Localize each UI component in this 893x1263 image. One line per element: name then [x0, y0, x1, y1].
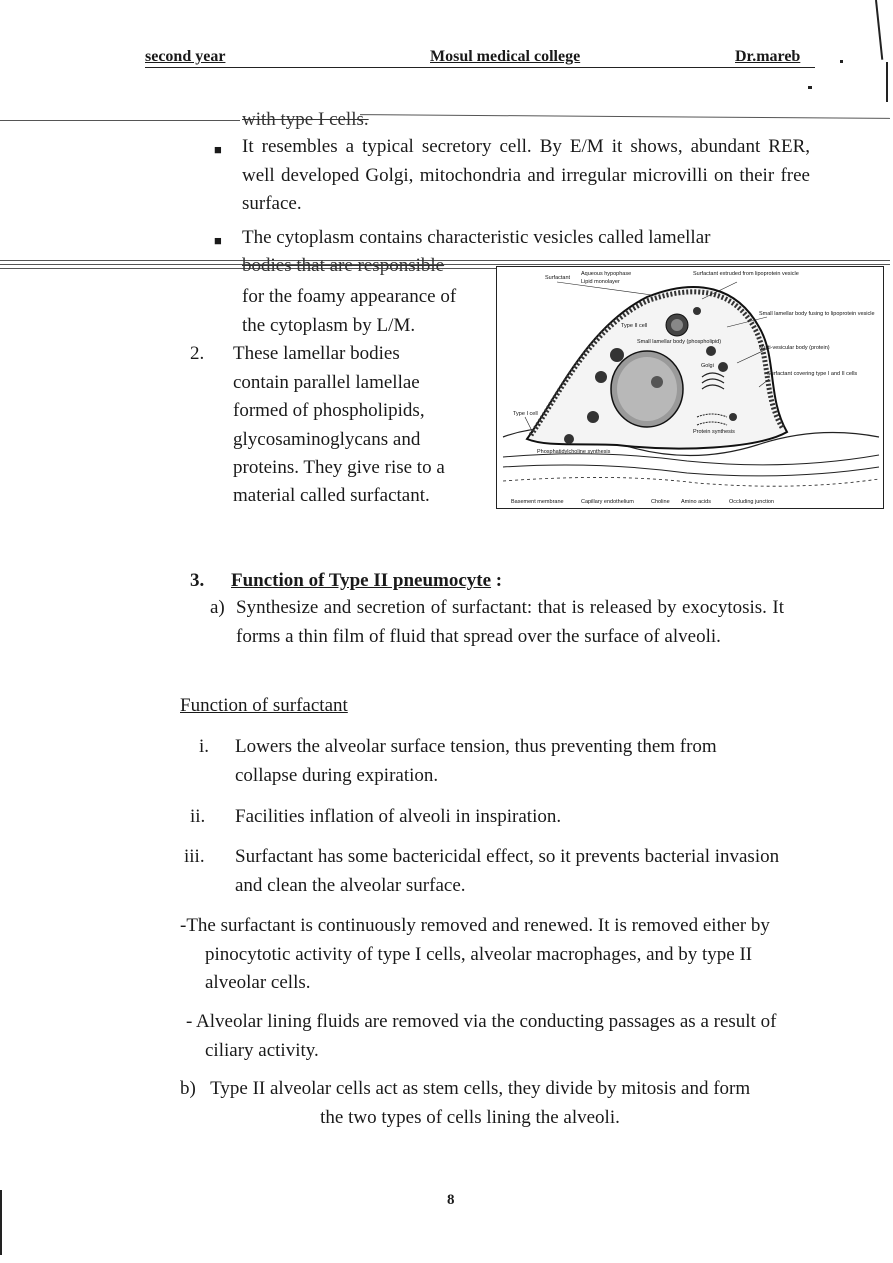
item2-line: material called surfactant. — [233, 485, 430, 506]
section3-a-text: Synthesize and secretion of surfactant: that is released by exocytosis. It forms a thin film of fluid that spread over the surface of alveoli. — [236, 597, 784, 647]
scan-edge — [0, 1190, 2, 1255]
item2-line: These lamellar bodies — [233, 343, 400, 364]
fig-label-occluding: Occluding junction — [729, 499, 774, 505]
surfactant-item-num: i. — [199, 736, 210, 757]
scan-line — [0, 264, 890, 265]
section3-colon: : — [495, 570, 503, 591]
scan-line — [360, 114, 890, 119]
header-course: second year — [145, 48, 226, 65]
fig-label-type-ii: Type II cell — [621, 323, 648, 329]
fig-label-golgi: Golgi — [701, 363, 714, 369]
header-rule — [145, 67, 815, 68]
section3-number: 3. — [190, 570, 205, 591]
cell-diagram — [497, 267, 883, 508]
fig-label-capillary: Capillary endothelium — [581, 499, 634, 505]
surfactant-lining: - Alveolar lining fluids are removed via the conducting passages as a result of ciliary activity. — [186, 1011, 777, 1061]
item2-line: proteins. They give rise to a — [233, 457, 445, 478]
fig-label-aqueous: Aqueous hypophase — [581, 271, 632, 277]
section3-title: Function of Type II pneumocyte — [231, 570, 492, 591]
bullet-lamellar-start: The cytoplasm contains characteristic vesicles called lamellar — [242, 227, 711, 248]
fig-label-type-i: Type I cell — [513, 411, 538, 417]
item2-line: formed of phospholipids, — [233, 400, 425, 421]
page-number: 8 — [447, 1192, 455, 1208]
b-text-content: Type II alveolar cells act as stem cells, they divide by mitosis and form the two types of cells lining the alveoli. — [210, 1078, 751, 1128]
bullet-icon: ■ — [214, 142, 222, 157]
scan-edge — [886, 62, 888, 102]
scan-dot — [808, 86, 812, 89]
item2-number: 2. — [190, 343, 205, 364]
fig-label-small-lamellar: Small lamellar body fusing to lipoprotein vesicle — [759, 311, 875, 317]
bullet-lamellar-cont1: for the foamy appearance of — [242, 286, 457, 307]
fig-label-choline: Choline — [651, 499, 670, 505]
struck-line: with type I cells. — [242, 109, 369, 130]
fig-label-protein: Protein synthesis — [693, 429, 735, 435]
bullet-lamellar-struck: bodies that are responsible — [242, 255, 445, 276]
fig-label-amino: Amino acids — [681, 499, 711, 505]
surfactant-heading: Function of surfactant — [180, 695, 348, 716]
section3-a-label: a) — [210, 597, 225, 618]
fig-label-extruded: Surfactant extruded from lipoprotein vesicle — [693, 271, 799, 277]
scan-dot — [840, 60, 843, 63]
type-ii-cell-figure — [496, 266, 884, 509]
bullet-secretory-cell: It resembles a typical secretory cell. By E/M it shows, abundant RER, well developed Golgi, mitochondria and irregular microvilli on their free surface. — [242, 136, 810, 214]
fig-label-multivesicular: Multi-vesicular body (protein) — [759, 345, 830, 351]
fig-label-covering: Surfactant covering type I and II cells — [767, 371, 858, 377]
section3-title-wrap — [231, 567, 502, 596]
scan-edge — [875, 0, 883, 60]
surfactant-item-text: Surfactant has some bactericidal effect, so it prevents bacterial invasion and clean the alveolar surface. — [235, 846, 780, 896]
surfactant-item-num: ii. — [190, 806, 206, 827]
item2-line: glycosaminoglycans and — [233, 429, 421, 450]
surfactant-item-text: Facilities inflation of alveoli in inspiration. — [235, 806, 562, 827]
fig-label-small-lamellar-body: Small lamellar body (phospholipid) — [637, 339, 722, 345]
surfactant-removal: -The surfactant is continuously removed and renewed. It is removed either by pinocytotic activity of type I cells, alveolar macrophages, and by type II alveolar cells. — [180, 915, 770, 993]
bullet-lamellar-cont2: the cytoplasm by L/M. — [242, 315, 416, 336]
header-college: Mosul medical college — [430, 48, 581, 65]
fig-label-surfactant: Surfactant — [545, 275, 571, 281]
b-text — [180, 1075, 760, 1132]
b-label: b) — [180, 1078, 196, 1099]
fig-label-basement: Basement membrane — [511, 499, 564, 505]
surfactant-item-num: iii. — [184, 846, 205, 867]
scan-line — [0, 260, 890, 261]
header-author: Dr.mareb — [735, 48, 801, 65]
fig-label-lipid: Lipid monolayer — [581, 279, 620, 285]
fig-label-phosphatidylcholine: Phosphatidylcholine synthesis — [537, 449, 611, 455]
bullet-icon: ■ — [214, 233, 222, 248]
scan-line — [0, 120, 240, 121]
surfactant-item-text: Lowers the alveolar surface tension, thus preventing them from collapse during expiration. — [235, 736, 717, 786]
item2-line: contain parallel lamellae — [233, 372, 420, 393]
